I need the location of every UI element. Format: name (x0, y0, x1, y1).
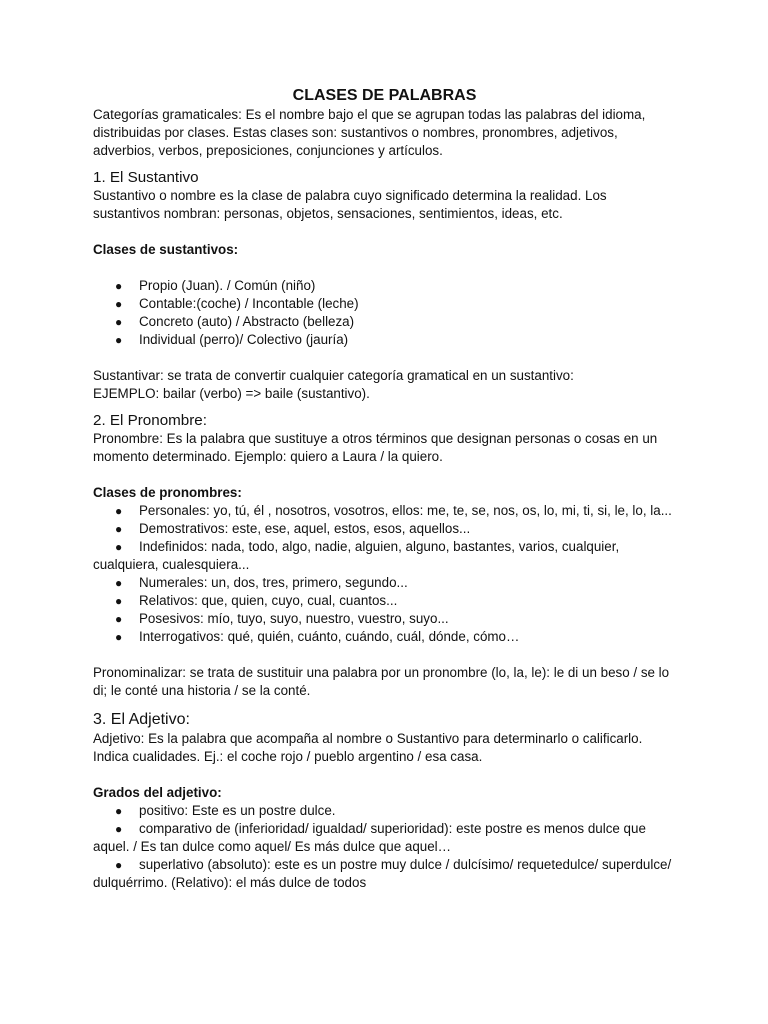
list-item: ● Posesivos: mío, tuyo, suyo, nuestro, vuestro, suyo... (115, 611, 449, 626)
spacer (93, 766, 676, 784)
spacer (93, 466, 676, 484)
list-item: ● Relativos: que, quien, cuyo, cual, cuantos... (115, 593, 398, 608)
bullet-icon: ● (115, 822, 123, 836)
bullet-icon: ● (115, 315, 123, 329)
list-item: ● Concreto (auto) / Abstracto (belleza) (115, 314, 355, 329)
subheading-clases-sustantivos: Clases de sustantivos: (93, 242, 239, 257)
list-clases-pronombres (93, 502, 676, 646)
list-item: ● Numerales: un, dos, tres, primero, segundo... (115, 575, 408, 590)
bullet-icon: ● (115, 297, 123, 311)
bullet-icon: ● (115, 576, 123, 590)
list-item: ● Individual (perro)/ Colectivo (jauría) (115, 332, 349, 347)
list-item: ● Propio (Juan). / Común (niño) (115, 278, 316, 293)
note-sustantivar-line2: EJEMPLO: bailar (verbo) => baile (sustantivo). (93, 386, 370, 401)
list-clases-sustantivos (93, 277, 676, 349)
bullet-icon: ● (115, 279, 123, 293)
bullet-icon: ● (115, 858, 123, 872)
bullet-icon: ● (115, 804, 123, 818)
list-item: ● Interrogativos: qué, quién, cuánto, cuándo, cuál, dónde, cómo… (115, 629, 520, 644)
bullet-icon: ● (115, 522, 123, 536)
bullet-icon: ● (115, 594, 123, 608)
section-heading-pronombre: 2. El Pronombre: (93, 412, 207, 429)
bullet-icon: ● (115, 612, 123, 626)
spacer (93, 223, 676, 241)
spacer (93, 646, 676, 664)
section-heading-adjetivo: 3. El Adjetivo: (93, 711, 190, 728)
spacer (93, 349, 676, 367)
list-item: ● superlativo (absoluto): este es un postre muy dulce / dulcísimo/ requetedulce/ superdulce/ dulquérrimo. (Relativo): el más dulce de todos (93, 857, 672, 890)
list-item: ● Contable:(coche) / Incontable (leche) (115, 296, 359, 311)
page-title: CLASES DE PALABRAS (292, 87, 477, 104)
section-body-sustantivo: Sustantivo o nombre es la clase de palabra cuyo significado determina la realidad. Los sustantivos nombran: personas, objetos, sensaciones, sentimientos, ideas, etc. (93, 188, 607, 221)
list-item: ● Indefinidos: nada, todo, algo, nadie, alguien, alguno, bastantes, varios, cualquier, cualquiera, cualesquiera... (93, 539, 620, 572)
section-body-pronombre: Pronombre: Es la palabra que sustituye a otros términos que designan personas o cosas en un momento determinado. Ejemplo: quiero a Laura / la quiero. (93, 431, 658, 464)
section-heading-sustantivo: 1. El Sustantivo (93, 169, 199, 186)
note-sustantivar-line1: Sustantivar: se trata de convertir cualquier categoría gramatical en un sustantivo: (93, 368, 574, 383)
list-item: ● Demostrativos: este, ese, aquel, estos, esos, aquellos... (115, 521, 471, 536)
list-grados-adjetivo (93, 802, 676, 892)
bullet-icon: ● (115, 333, 123, 347)
bullet-icon: ● (115, 540, 123, 554)
bullet-icon: ● (115, 504, 123, 518)
list-item: ● positivo: Este es un postre dulce. (115, 803, 336, 818)
list-item: ● comparativo de (inferioridad/ igualdad/ superioridad): este postre es menos dulce que aquel. / Es tan dulce como aquel/ Es más dulce que aquel… (93, 821, 646, 854)
intro-paragraph: Categorías gramaticales: Es el nombre bajo el que se agrupan todas las palabras del idioma, distribuidas por clases. Estas clases son: sustantivos o nombres, pronombres, adjetivos, adverbios, verbos, preposiciones, conjunciones y artículos. (93, 107, 646, 158)
subheading-clases-pronombres: Clases de pronombres: (93, 485, 242, 500)
bullet-icon: ● (115, 630, 123, 644)
list-item: ● Personales: yo, tú, él , nosotros, vosotros, ellos: me, te, se, nos, os, lo, mi, ti, si, le, lo, la... (115, 503, 672, 518)
subheading-grados-adjetivo: Grados del adjetivo: (93, 785, 222, 800)
note-pronominalizar: Pronominalizar: se trata de sustituir una palabra por un pronombre (lo, la, le): le di un beso / se lo di; le conté una historia / se la conté. (93, 665, 670, 698)
section-body-adjetivo: Adjetivo: Es la palabra que acompaña al nombre o Sustantivo para determinarlo o calificarlo. Indica cualidades. Ej.: el coche rojo / pueblo argentino / esa casa. (93, 731, 643, 764)
spacer (93, 259, 676, 277)
